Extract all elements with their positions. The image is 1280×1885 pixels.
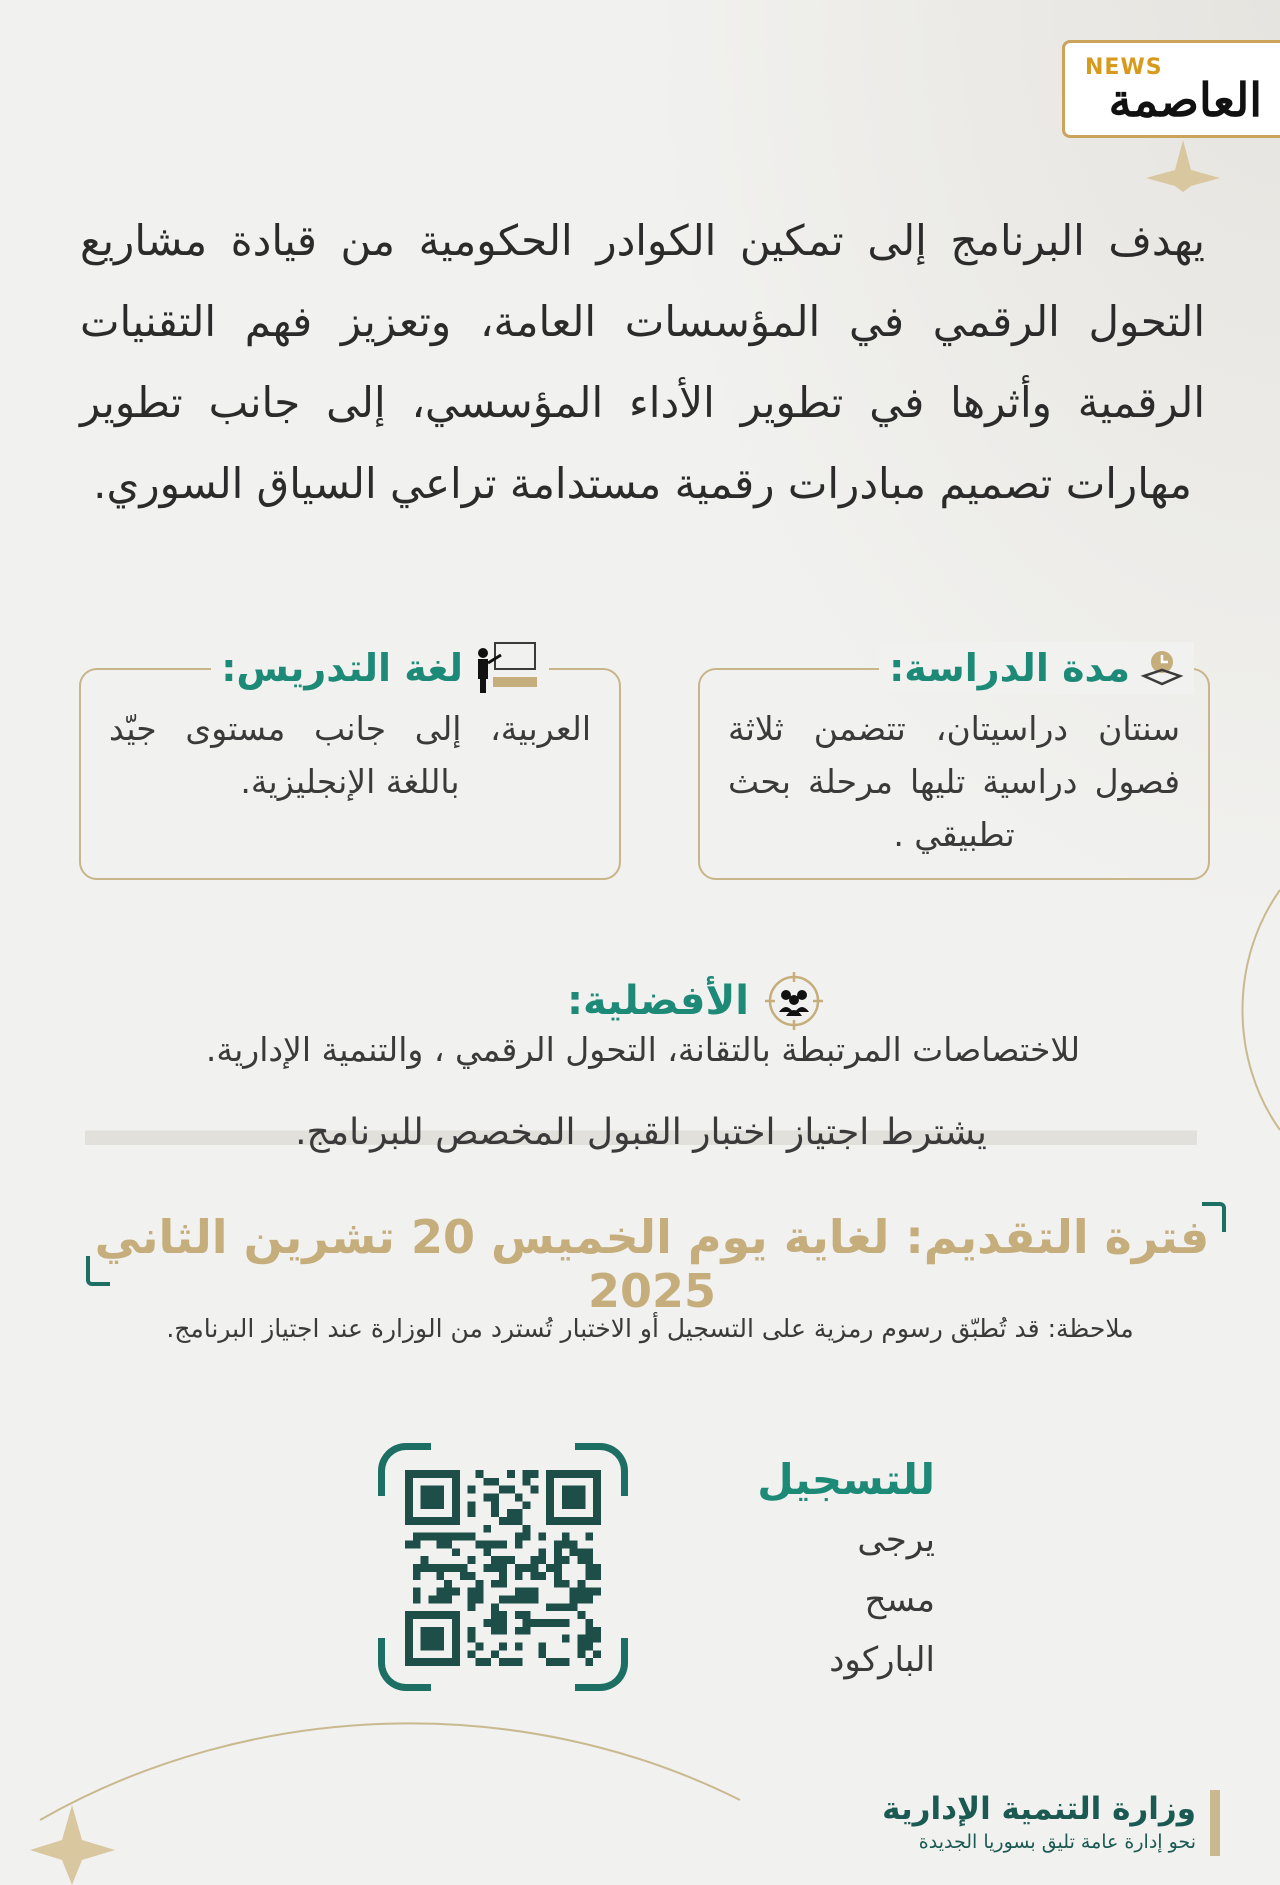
qr-code-frame[interactable]: [378, 1443, 628, 1691]
teacher-board-icon: [473, 641, 539, 695]
language-title: [211, 642, 549, 694]
language-box: [79, 646, 621, 880]
note-text: ملاحظة: قد تُطبّق رسوم رمزية على التسجيل أو الاختبار تُسترد من الوزارة عند اجتياز البرنامج.: [166, 1314, 1134, 1343]
clock-book-icon: [1140, 648, 1184, 688]
deadline-frame-corner: [86, 1256, 110, 1286]
deadline-text: فترة التقديم: لغاية يوم الخميس 20 تشرين الثاني 2025: [94, 1210, 1210, 1318]
requirement-text: يشترط اجتياز اختبار القبول المخصص للبرنامج.: [85, 1112, 1197, 1153]
registration-line: مسح: [864, 1580, 935, 1620]
registration-line: الباركود: [829, 1640, 935, 1680]
duration-title-text: مدة الدراسة:: [889, 646, 1130, 690]
intro-paragraph: يهدف البرنامج إلى تمكين الكوادر الحكومية من قيادة مشاريع التحول الرقمي في المؤسسات العامة، وتعزيز فهم التقنيات الرقمية وأثرها في تطوير الأداء المؤسسي، إلى جانب تطوير مهارات تصميم مبادرات رقمية مستدامة تراعي السياق السوري.: [80, 216, 1205, 508]
ministry-name: وزارة التنمية الإدارية: [882, 1791, 1196, 1827]
duration-box: [698, 646, 1210, 880]
target-group-icon: [763, 970, 825, 1032]
registration-line: يرجى: [857, 1520, 935, 1560]
star-icon: [1146, 140, 1220, 192]
duration-title: [879, 642, 1194, 694]
language-title-text: لغة التدريس:: [221, 646, 463, 690]
preference-text: للاختصاصات المرتبطة بالتقانة، التحول الرقمي ، والتنمية الإدارية.: [205, 1030, 1081, 1069]
registration-title: للتسجيل: [757, 1455, 935, 1504]
logo-news-text: NEWS: [1085, 55, 1163, 80]
news-logo: [1062, 40, 1280, 138]
preference-title: [567, 970, 825, 1032]
star-icon: [30, 1805, 115, 1885]
logo-brand-text: العاصمة: [1108, 73, 1262, 127]
duration-text: سنتان دراسيتان، تتضمن ثلاثة فصول دراسية تليها مرحلة بحث تطبيقي .: [728, 709, 1180, 854]
ministry-slogan: نحو إدارة عامة تليق بسوريا الجديدة: [918, 1831, 1196, 1853]
language-text: العربية، إلى جانب مستوى جيّد باللغة الإنجليزية.: [109, 709, 591, 801]
ministry-signature: [876, 1790, 1220, 1856]
preference-title-text: الأفضلية:: [566, 978, 749, 1024]
qr-code[interactable]: [405, 1470, 601, 1666]
